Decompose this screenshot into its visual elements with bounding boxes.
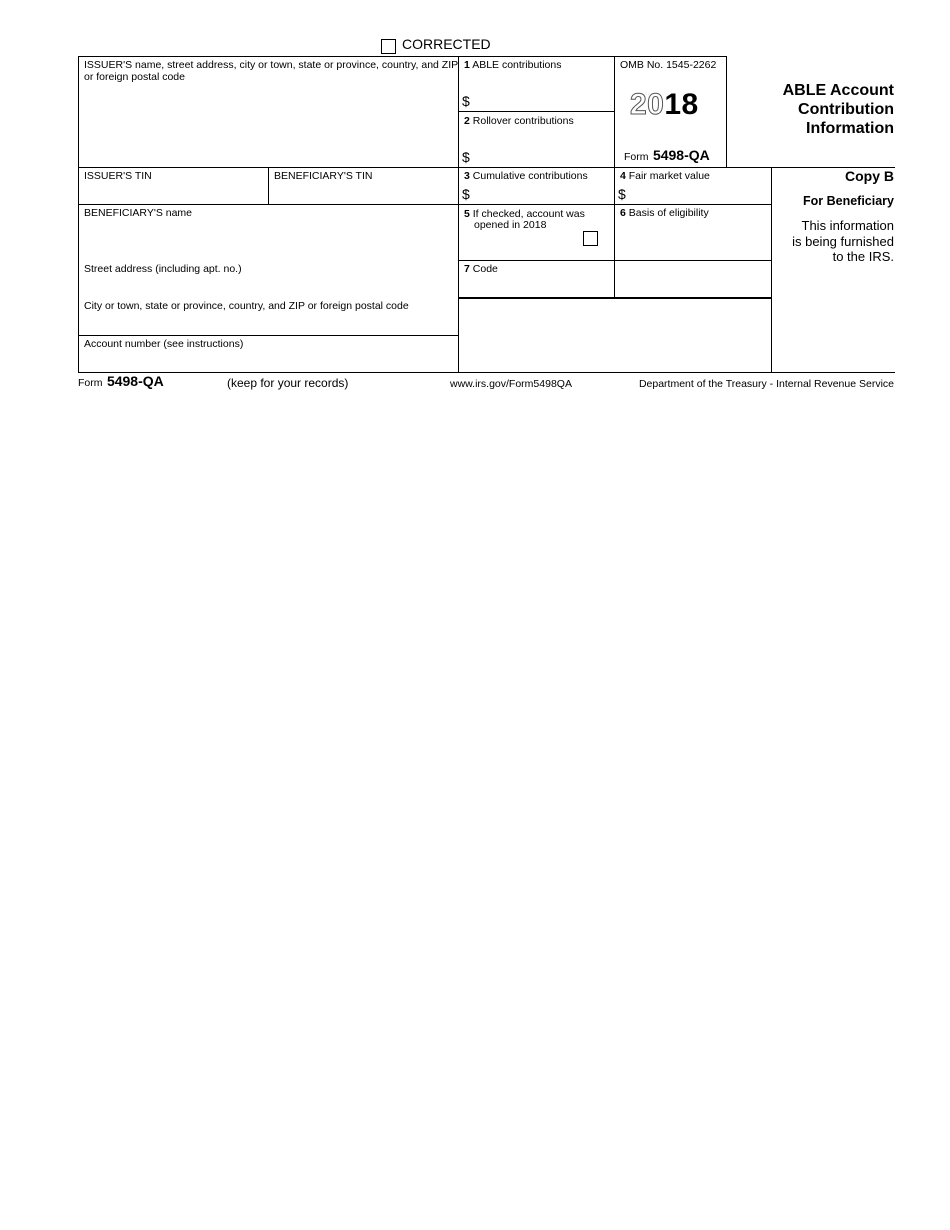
box5-number: 5 — [464, 208, 470, 220]
box5-checkbox[interactable] — [583, 231, 598, 246]
box4-label: Fair market value — [628, 170, 710, 182]
form-title-line1: ABLE Account — [782, 82, 894, 99]
tax-year-suffix: 18 — [664, 88, 699, 121]
form-title-line2: Contribution — [798, 101, 894, 118]
box7-label: Code — [472, 263, 498, 275]
copy-info-line1: This information — [801, 218, 894, 233]
box5-account-opened — [458, 204, 614, 260]
account-number-label: Account number (see instructions) — [84, 338, 244, 350]
tax-year — [630, 88, 699, 122]
box4-dollar-sign: $ — [618, 186, 626, 202]
box2-number: 2 — [464, 115, 470, 127]
form-number: 5498-QA — [652, 147, 710, 163]
omb-year-block — [614, 56, 726, 167]
footer-keep-records: (keep for your records) — [227, 376, 349, 390]
box3-number: 3 — [464, 170, 470, 182]
street-address-label: Street address (including apt. no.) — [84, 263, 242, 275]
footer-department: Department of the Treasury - Internal Revenue Service — [638, 378, 894, 390]
box7-number: 7 — [464, 263, 470, 275]
city-field[interactable] — [84, 300, 456, 332]
issuer-tin-label: ISSUER'S TIN — [84, 170, 152, 182]
beneficiary-name-label: BENEFICIARY'S name — [84, 207, 193, 219]
box7-code[interactable] — [458, 260, 614, 297]
city-label: City or town, state or province, country, and ZIP or foreign postal code — [84, 300, 409, 312]
box2-rollover-contributions[interactable] — [458, 111, 614, 167]
box3-cumulative-contributions[interactable] — [458, 167, 614, 204]
issuer-name-field[interactable] — [84, 59, 458, 83]
issuer-tin-field[interactable] — [84, 170, 264, 200]
copy-label: Copy B — [845, 168, 894, 184]
account-number-field[interactable] — [84, 338, 454, 370]
box7-adjacent-blank[interactable] — [614, 260, 771, 297]
box1-dollar-sign: $ — [462, 93, 470, 109]
box6-label: Basis of eligibility — [628, 207, 709, 219]
copy-block — [776, 168, 894, 265]
issuer-name-label: ISSUER'S name, street address, city or town, state or province, country, and ZIP or foreign postal code — [84, 59, 458, 83]
street-address-field[interactable] — [84, 263, 454, 295]
box1-able-contributions[interactable] — [458, 56, 614, 111]
footer-form-number: 5498-QA — [106, 373, 164, 389]
beneficiary-tin-label: BENEFICIARY'S TIN — [274, 170, 373, 182]
corrected-checkbox[interactable] — [381, 39, 396, 54]
copy-info-line3: to the IRS. — [832, 249, 894, 264]
corrected-label: CORRECTED — [402, 36, 491, 52]
footer-url: www.irs.gov/Form5498QA — [450, 378, 572, 390]
omb-number: OMB No. 1545-2262 — [620, 59, 717, 71]
box6-basis-of-eligibility[interactable] — [614, 204, 771, 260]
box4-number: 4 — [620, 170, 626, 182]
beneficiary-name-field[interactable] — [84, 207, 454, 257]
copy-info — [776, 218, 894, 265]
box5-label-line2: opened in 2018 — [474, 219, 547, 231]
tax-year-prefix: 20 — [630, 88, 665, 121]
form-word: Form — [624, 151, 649, 163]
box6-number: 6 — [620, 207, 626, 219]
box4-fair-market-value[interactable] — [614, 167, 771, 204]
box3-dollar-sign: $ — [462, 186, 470, 202]
footer-form-word: Form — [78, 377, 103, 389]
copy-info-line2: is being furnished — [792, 233, 894, 249]
footer-form-id — [78, 373, 164, 391]
beneficiary-tin-field[interactable] — [274, 170, 454, 200]
form-title-line3: Information — [806, 120, 894, 137]
box3-label: Cumulative contributions — [472, 170, 588, 182]
box1-number: 1 — [464, 59, 470, 71]
form-title — [740, 81, 894, 138]
box5-label-line1: If checked, account was — [472, 208, 585, 220]
box2-dollar-sign: $ — [462, 149, 470, 165]
box2-label: Rollover contributions — [472, 115, 574, 127]
box1-label: ABLE contributions — [472, 59, 562, 71]
copy-for-label: For Beneficiary — [802, 194, 894, 208]
